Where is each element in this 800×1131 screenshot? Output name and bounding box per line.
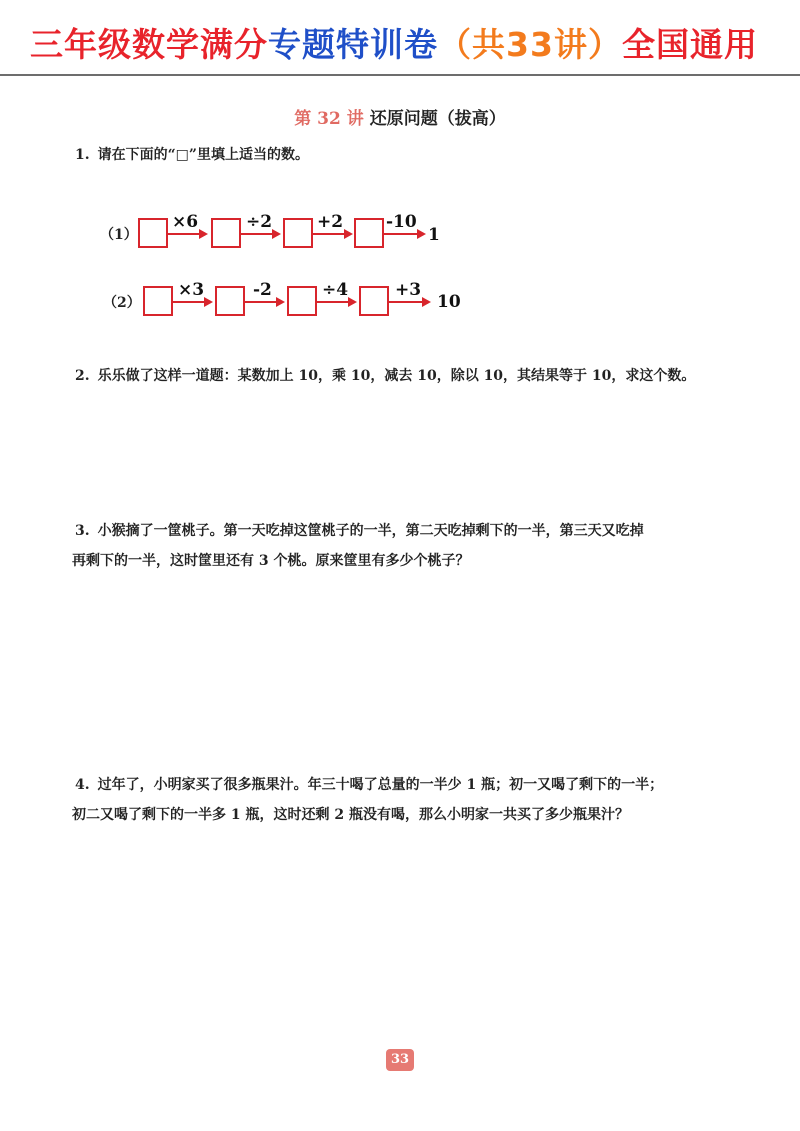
title-part-topic: 专题特训卷	[268, 25, 438, 64]
arrow-head-icon	[344, 229, 353, 239]
question-text: 乐乐做了这样一道题：某数加上 10，乘 10，减去 10，除以 10，其结果等于 10，求这个数。	[97, 368, 696, 384]
answer-box[interactable]	[287, 286, 317, 316]
arrow	[173, 301, 205, 303]
arrow	[241, 233, 273, 235]
chain-label: （2）	[103, 295, 141, 311]
arrow-head-icon	[199, 229, 208, 239]
question-text-line-1: 过年了，小明家买了很多瓶果汁。年三十喝了总量的一半少 1 瓶；初一又喝了剩下的一半；	[97, 777, 664, 793]
operation-label: ×6	[172, 212, 199, 232]
answer-box[interactable]	[354, 218, 384, 248]
question-2	[75, 361, 735, 391]
arrow	[168, 233, 200, 235]
question-1	[75, 140, 735, 170]
arrow-head-icon	[276, 297, 285, 307]
operation-label: ÷2	[246, 212, 273, 232]
question-text-line-1: 小猴摘了一筐桃子。第一天吃掉这筐桃子的一半，第二天吃掉剩下的一半，第三天又吃掉	[97, 523, 644, 539]
question-3	[72, 516, 735, 576]
chain-result: 1	[428, 225, 440, 245]
title-part-close: 讲）	[553, 25, 622, 64]
lesson-number: 第 32 讲	[294, 109, 364, 129]
title-part-scope: 全国通用	[621, 25, 758, 64]
question-number: 4.	[75, 777, 90, 793]
arrow	[384, 233, 418, 235]
header-divider	[0, 74, 800, 76]
arrow	[245, 301, 277, 303]
question-text-line-2: 初二又喝了剩下的一半多 1 瓶，这时还剩 2 瓶没有喝，那么小明家一共买了多少瓶果汁？	[72, 807, 629, 823]
arrow-head-icon	[348, 297, 357, 307]
header-title	[30, 22, 758, 68]
operation-label: ÷4	[322, 280, 349, 300]
operation-label: ×3	[178, 280, 205, 300]
answer-box[interactable]	[283, 218, 313, 248]
arrow	[317, 301, 349, 303]
operation-label: -10	[386, 212, 417, 232]
question-text-line-2: 再剩下的一半，这时筐里还有 3 个桃。原来筐里有多少个桃子？	[72, 553, 470, 569]
page-number-badge: 33	[386, 1049, 414, 1071]
question-4	[72, 770, 735, 830]
answer-box[interactable]	[359, 286, 389, 316]
operation-label: +3	[395, 280, 422, 300]
arrow	[313, 233, 345, 235]
question-number: 3.	[75, 523, 90, 539]
title-part-open: （共	[438, 25, 506, 64]
arrow-head-icon	[417, 229, 426, 239]
lesson-title	[0, 104, 800, 129]
lesson-name: 还原问题（拔高）	[369, 109, 506, 129]
answer-box[interactable]	[143, 286, 173, 316]
answer-box[interactable]	[211, 218, 241, 248]
header-banner	[0, 22, 800, 68]
question-number: 1.	[75, 147, 90, 163]
answer-box[interactable]	[138, 218, 168, 248]
title-part-grade: 三年级数学满分	[30, 25, 268, 64]
question-text: 请在下面的“□”里填上适当的数。	[97, 147, 309, 163]
operation-label: +2	[317, 212, 344, 232]
chain-result: 10	[437, 292, 461, 312]
arrow-head-icon	[272, 229, 281, 239]
question-number: 2.	[75, 368, 90, 384]
title-part-count: 33	[506, 25, 554, 64]
operation-label: -2	[253, 280, 272, 300]
arrow-head-icon	[422, 297, 431, 307]
arrow	[389, 301, 423, 303]
arrow-head-icon	[204, 297, 213, 307]
chain-label: （1）	[100, 227, 138, 243]
answer-box[interactable]	[215, 286, 245, 316]
